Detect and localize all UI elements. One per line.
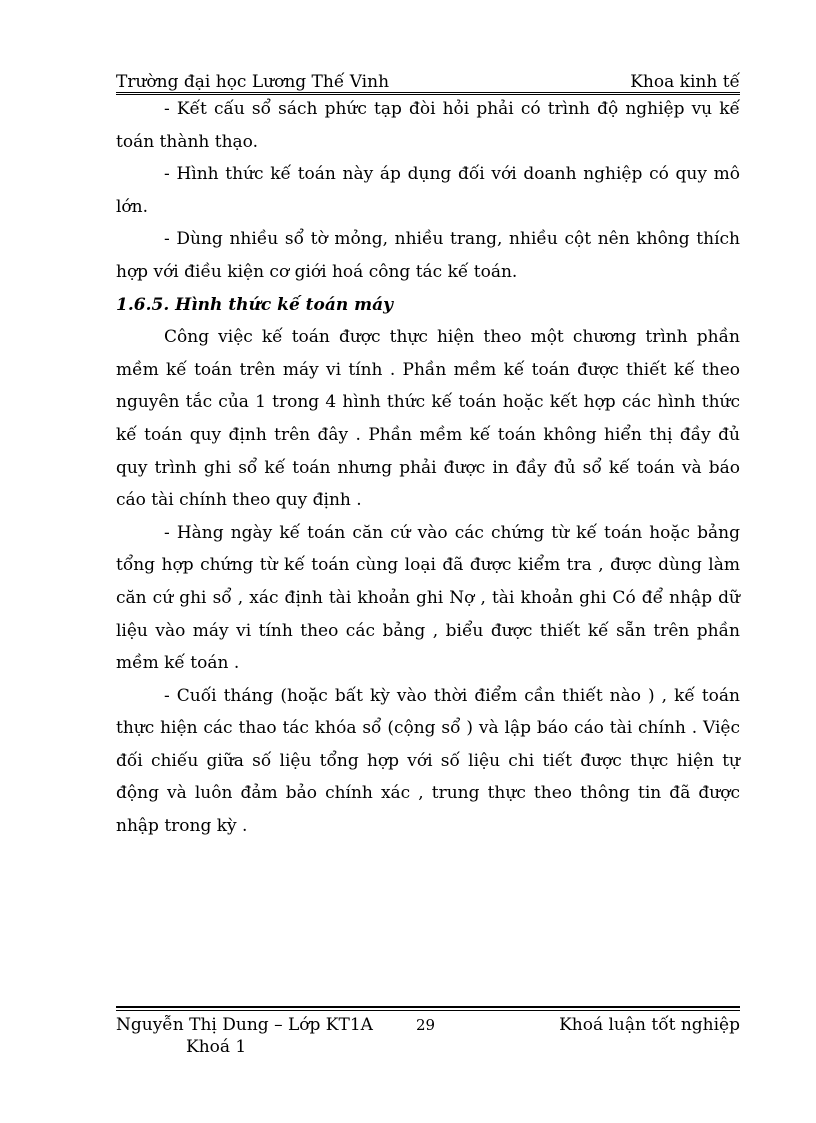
footer-author: Nguyễn Thị Dung – Lớp KT1A — [116, 1015, 373, 1035]
body-paragraph: Công việc kế toán được thực hiện theo một chương trình phần mềm kế toán trên máy vi tính . Phần mềm kế toán được thiết kế theo nguyên tắc của 1 trong 4 hình thức kế toán hoặc kết hợp các hình thức kế toán quy định trên đây . Phần mềm kế toán không hiển thị đầy đủ quy trình ghi sổ kế toán nhưng phải được in đầy đủ sổ kế toán và báo cáo tài chính theo quy định . — [116, 327, 740, 511]
bullet-paragraph: - Cuối tháng (hoặc bất kỳ vào thời điểm cần thiết nào ) , kế toán thực hiện các thao tác khóa sổ (cộng sổ ) và lập báo cáo tài chính . Việc đối chiếu giữa số liệu tổng hợp với số liệu chi tiết được thực hiện tự động và luôn đảm bảo chính xác , trung thực theo thông tin đã được nhập trong kỳ . — [116, 685, 740, 837]
page-number: 29 — [416, 1016, 436, 1034]
page-body — [116, 93, 740, 843]
bullet-paragraph: - Kết cấu sổ sách phức tạp đòi hỏi phải có trình độ nghiệp vụ kế toán thành thạo. — [116, 99, 740, 152]
bullet-paragraph: - Dùng nhiều sổ tờ mỏng, nhiều trang, nhiều cột nên không thích hợp với điều kiện cơ giới hoá công tác kế toán. — [116, 229, 740, 282]
header-faculty: Khoa kinh tế — [630, 72, 740, 92]
page-header — [116, 70, 740, 92]
header-university: Trường đại học Lương Thế Vinh — [116, 72, 390, 92]
footer-course: Khoá 1 — [186, 1037, 247, 1057]
page-footer — [116, 1014, 740, 1057]
footer-divider — [116, 1006, 740, 1011]
section-heading: 1.6.5. Hình thức kế toán máy — [116, 294, 394, 315]
footer-document-type: Khoá luận tốt nghiệp — [559, 1015, 740, 1035]
bullet-paragraph: - Hàng ngày kế toán căn cứ vào các chứng từ kế toán hoặc bảng tổng hợp chứng từ kế toán cùng loại đã được kiểm tra , được dùng làm căn cứ ghi sổ , xác định tài khoản ghi Nợ , tài khoản ghi Có để nhập dữ liệu vào máy vi tính theo các bảng , biểu được thiết kế sẵn trên phần mềm kế toán . — [116, 522, 740, 674]
bullet-paragraph: - Hình thức kế toán này áp dụng đối với doanh nghiệp có quy mô lớn. — [116, 164, 740, 217]
